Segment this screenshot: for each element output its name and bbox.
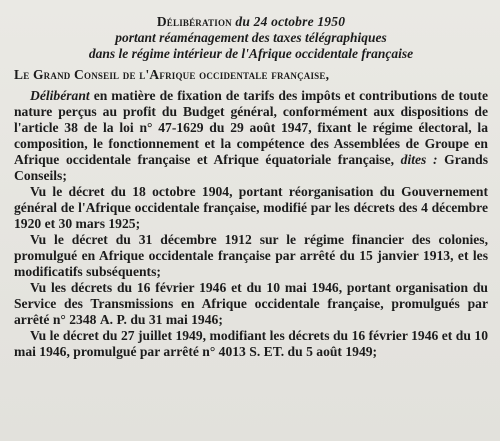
paragraph-deliberant: [14, 88, 488, 184]
decret-1949-text-1: Vu le décret du 27 juillet 1949, modifiant les décrets du 16 février 1946 et du 10 mai 1946, promulgué par arrêté n° 4013: [14, 328, 488, 359]
decrets-1946-text-2: du 31 mai 1946;: [126, 312, 223, 327]
deliberant-text-2: Grands Conseils;: [14, 152, 488, 183]
title-prefix: Délibération: [156, 14, 232, 29]
subtitle-line-1: portant réaménagement des taxes télégraphiques: [115, 30, 387, 45]
deliberant-text-1: en matière de fixation de tarifs des impôts et contributions de toute nature perçus au profit du Budget général, conformément aux dispositions de l'article 38 de la loi n° 47-1629 du 29 août 1947, fixant le régime électoral, la composition, le fonctionnement et la compétence des Assemblées de Groupe en Afrique occidentale française et Afrique équatoriale française,: [14, 88, 488, 167]
deliberation-title: [14, 13, 488, 30]
title-date: du 24 octobre 1950: [235, 14, 346, 29]
decrets-1946-text-1: Vu les décrets du 16 février 1946 et du 10 mai 1946, portant organisation du Service des Transmissions en Afrique occidentale française, promulgués par arrêté n° 2348: [14, 280, 488, 327]
dites-word: dites :: [400, 152, 438, 167]
decrets-1946-abbr: A. P.: [99, 312, 127, 327]
paragraph-decret-1949: [14, 328, 488, 360]
paragraph-decret-1904: Vu le décret du 18 octobre 1904, portant réorganisation du Gouvernement général de l'Afrique occidentale française, modifié par les décrets des 4 décembre 1920 et 30 mars 1925;: [14, 184, 488, 231]
decret-1949-text-2: du 5 août 1949;: [284, 344, 378, 359]
paragraph-decrets-1946: [14, 280, 488, 328]
deliberation-subtitle: [14, 30, 488, 61]
document-body: [14, 88, 488, 360]
deliberant-lead: Délibérant: [30, 88, 90, 103]
paragraph-decret-1912: Vu le décret du 31 décembre 1912 sur le régime financier des colonies, promulgué en Afrique occidentale française par arrêté du 15 janvier 1913, et les modificatifs subséquents;: [14, 232, 488, 279]
subtitle-line-2: dans le régime intérieur de l'Afrique occidentale française: [88, 45, 414, 61]
council-heading: Le Grand Conseil de l'Afrique occidentale française,: [14, 67, 330, 82]
decret-1949-abbr: S. ET.: [249, 344, 285, 359]
